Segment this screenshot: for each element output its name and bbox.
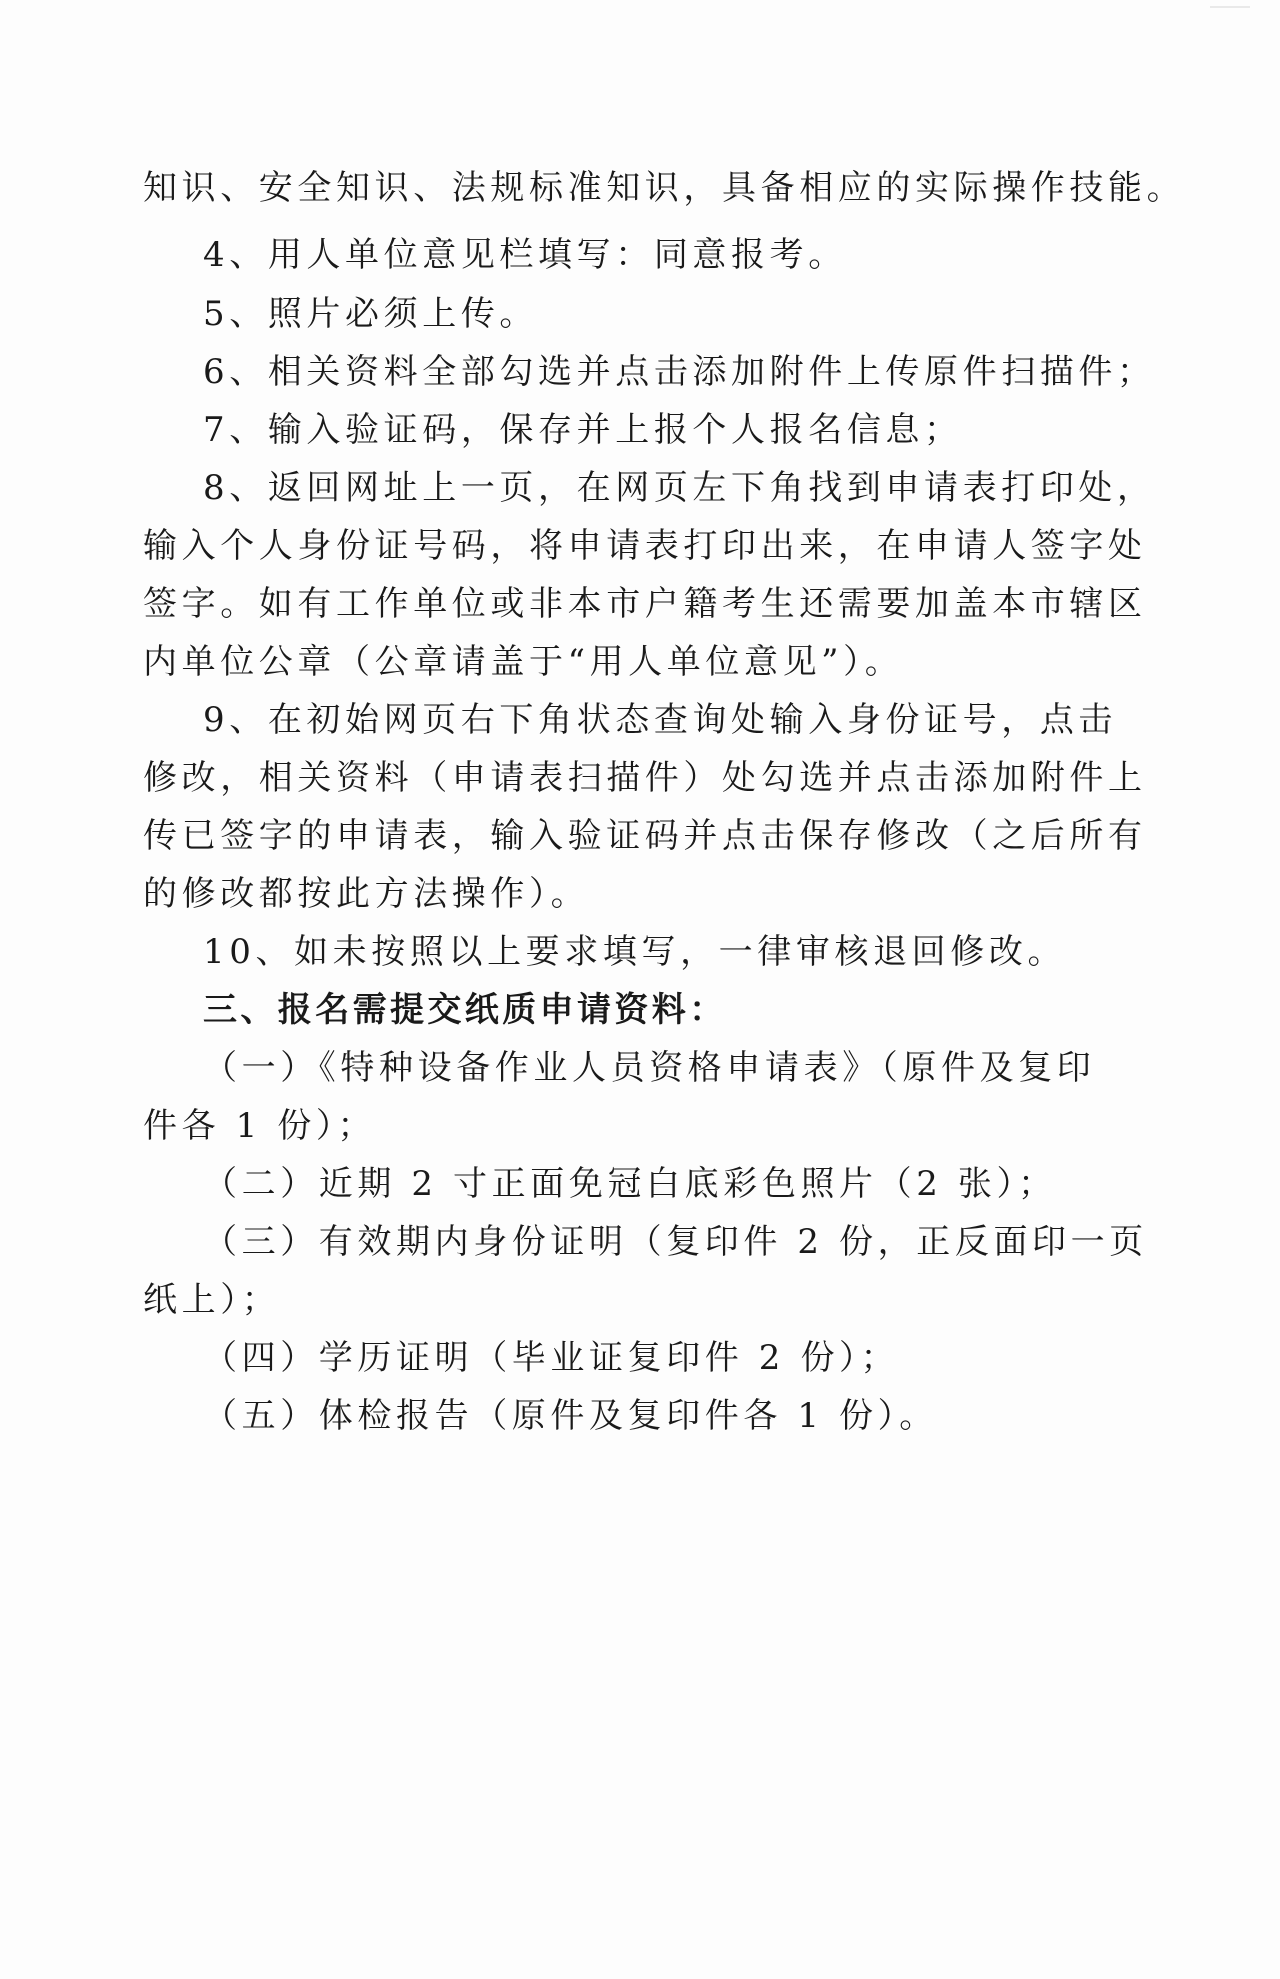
paragraph-line: 的修改都按此方法操作）。 — [143, 874, 590, 914]
paragraph-line: 修改，相关资料（申请表扫描件）处勾选并点击添加附件上 — [143, 758, 1147, 798]
paragraph-line: 内单位公章（公章请盖于“用人单位意见”）。 — [143, 642, 904, 682]
list-item: （三）有效期内身份证明（复印件 2 份，正反面印一页 — [203, 1222, 1148, 1262]
paragraph-line: 签字。如有工作单位或非本市户籍考生还需要加盖本市辖区 — [143, 584, 1147, 624]
paragraph-line: 10、如未按照以上要求填写，一律审核退回修改。 — [203, 932, 1067, 972]
list-item: （二）近期 2 寸正面免冠白底彩色照片（2 张）； — [203, 1164, 1057, 1204]
paragraph-line: 输入个人身份证号码，将申请表打印出来，在申请人签字处 — [143, 526, 1147, 566]
paragraph-line: 6、相关资料全部勾选并点击添加附件上传原件扫描件； — [203, 352, 1156, 392]
paragraph-line: 9、在初始网页右下角状态查询处输入身份证号，点击 — [203, 700, 1118, 740]
list-item: 纸上）； — [143, 1280, 281, 1320]
list-item: （一）《特种设备作业人员资格申请表》（原件及复印 — [203, 1048, 1096, 1088]
paragraph-line: 4、用人单位意见栏填写：同意报考。 — [203, 235, 847, 275]
list-item: 件各 1 份）； — [143, 1106, 377, 1146]
list-item: （五）体检报告（原件及复印件各 1 份）。 — [203, 1396, 938, 1436]
scan-artifact — [1210, 6, 1250, 14]
paragraph-line: 5、照片必须上传。 — [203, 294, 539, 334]
paragraph-line: 知识、安全知识、法规标准知识，具备相应的实际操作技能。 — [143, 168, 1186, 208]
paragraph-line: 8、返回网址上一页，在网页左下角找到申请表打印处， — [203, 468, 1156, 508]
section-heading: 三、报名需提交纸质申请资料： — [203, 990, 727, 1030]
paragraph-line: 7、输入验证码，保存并上报个人报名信息； — [203, 410, 963, 450]
list-item: （四）学历证明（毕业证复印件 2 份）； — [203, 1338, 900, 1378]
paragraph-line: 传已签字的申请表，输入验证码并点击保存修改（之后所有 — [143, 816, 1147, 856]
